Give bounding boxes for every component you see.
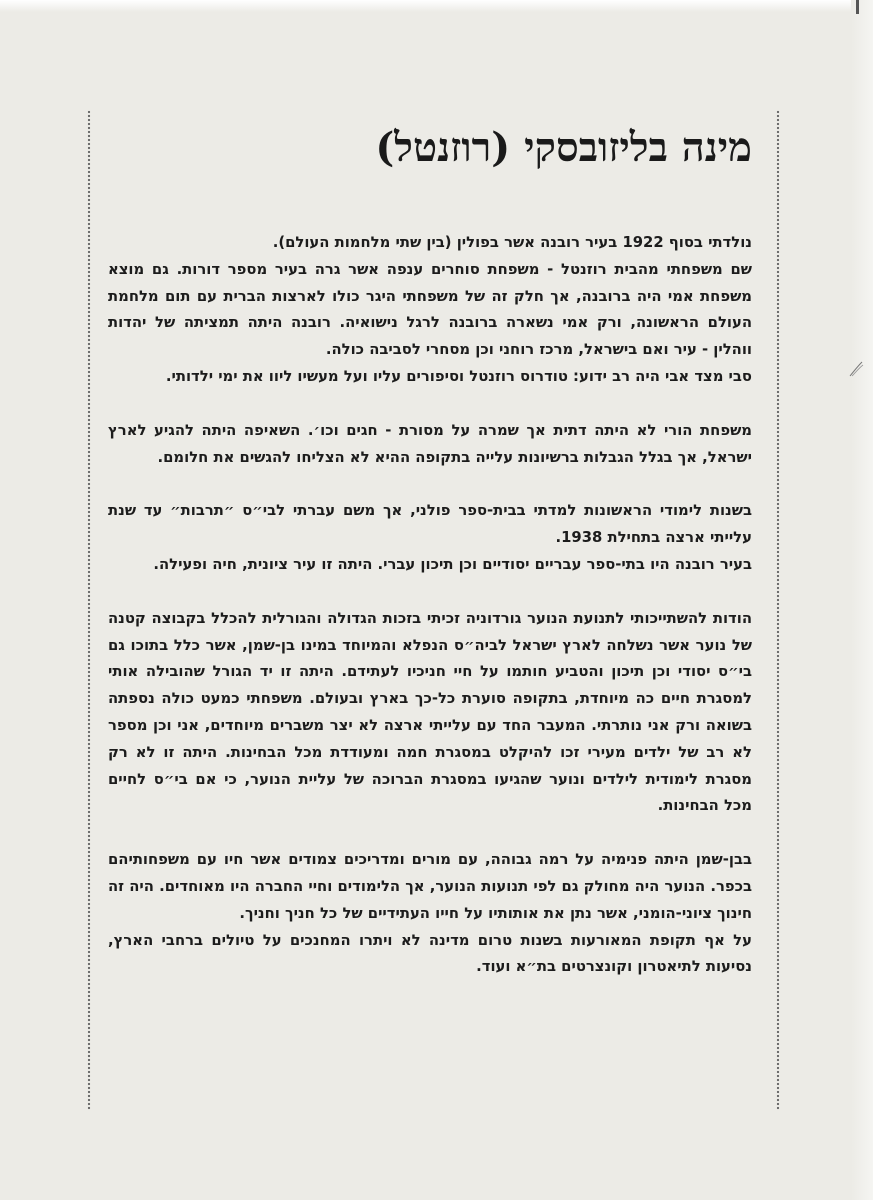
document-title: מינה בליזובסקי (רוזנטל)	[375, 124, 752, 171]
paragraph-line: סבי מצד אבי היה רב ידוע: טודרוס רוזנטל וסיפורים עליו ועל מעשיו ליוו את ימי ילדותי.	[165, 367, 752, 385]
paragraph-parents	[108, 418, 752, 472]
paragraph-schooling	[108, 498, 752, 578]
paragraph-birth	[108, 230, 752, 391]
paragraph-line: שם משפחתי מהבית רוזנטל - משפחת סוחרים ענפה אשר גרה בעיר מספר דורות. גם מוצא משפחת אמי היה ברובנה, אך חלק זה של משפחתי היגר כולו לארצות הברית עם תום מלחמת העולם הראשונה, ורק אמי נשארה ברובנה לרגל נישואיה. רובנה היתה תמציתה של יהדות ווהלין - עיר ואם בישראל, מרכז רוחני וכן מסחרי לסביבה כולה.	[108, 260, 752, 359]
scan-mark	[856, 0, 859, 14]
paragraph-ben-shemen	[108, 847, 752, 981]
right-dotted-border	[776, 110, 780, 1110]
paragraph-line: בעיר רובנה היו בתי-ספר עבריים יסודיים וכן תיכון עברי. היתה זו עיר ציונית, חיה ופעילה.	[153, 555, 752, 573]
scan-edge-top	[0, 0, 873, 12]
scan-edge-right	[851, 0, 873, 1200]
document-body	[108, 120, 752, 1008]
paragraph-gordonia	[108, 606, 752, 820]
paragraph-line: בשנות לימודי הראשונות למדתי בבית-ספר פולני, אך משם עברתי לבי״ס ״תרבות״ עד שנת עלייתי ארצה בתחילת 1938.	[108, 502, 752, 547]
paragraph-line: משפחת הורי לא היתה דתית אך שמרה על מסורת - חגים וכו׳. השאיפה היתה להגיע לארץ ישראל, אך בגלל הגבלות ברשיונות עלייה בתקופה ההיא לא הצליחו להגשים את חלומם.	[108, 421, 752, 466]
left-dotted-border	[87, 110, 91, 1110]
paragraph-line: נולדתי בסוף 1922 בעיר רובנה אשר בפולין (בין שתי מלחמות העולם).	[272, 234, 752, 251]
paragraph-line: בבן-שמן היתה פנימיה על רמה גבוהה, עם מורים ומדריכים צמודים אשר חיו עם משפחותיהם בכפר. הנוער היה מחולק גם לפי תנועות הנוער, אך הלימודים וחיי החברה היו מאוחדים. היה זה חינוך ציוני-הומני, אשר נתן את אותותיו על חייו העתידיים של כל חניך וחניך.	[108, 851, 752, 922]
paragraph-line: הודות להשתייכותי לתנועת הנוער גורדוניה זכיתי בזכות הגדולה והגורלית להכלל בקבוצה קטנה של נוער אשר נשלחה לארץ ישראל לביה״ס הנפלא והמיוחד במינו בן-שמן, אשר כלל בתוכו גם בי״ס יסודי וכן תיכון והטביע חותמו על חיי חניכיו לעתידם. היתה זו יד הגורל שהובילה אותי למסגרת חיים כה מיוחדת, בתקופה סוערת כל-כך בארץ ובעולם. משפחתי כמעט כולה נספתה בשואה ורק אני נותרתי. המעבר החד עם עלייתי ארצה לא יצר משברים מיוחדים, אני וכן מספר לא רב של ילדים מעירי זכו להיקלט במסגרת חמה ומעודדת מכל הבחינות. היתה זו לא רק מסגרת לימודית לילדים ונוער שהגיעו במסגרת הברוכה של עליית הנוער, כי אם בי״ס לחיים מכל הבחינות.	[108, 609, 752, 815]
paragraph-line: על אף תקופת המאורעות בשנות טרום מדינה לא ויתרו המחנכים על טיולים ברחבי הארץ, נסיעות לתיאטרון וקונצרטים בת״א ועוד.	[108, 931, 752, 976]
pen-stroke-mark	[848, 360, 864, 378]
